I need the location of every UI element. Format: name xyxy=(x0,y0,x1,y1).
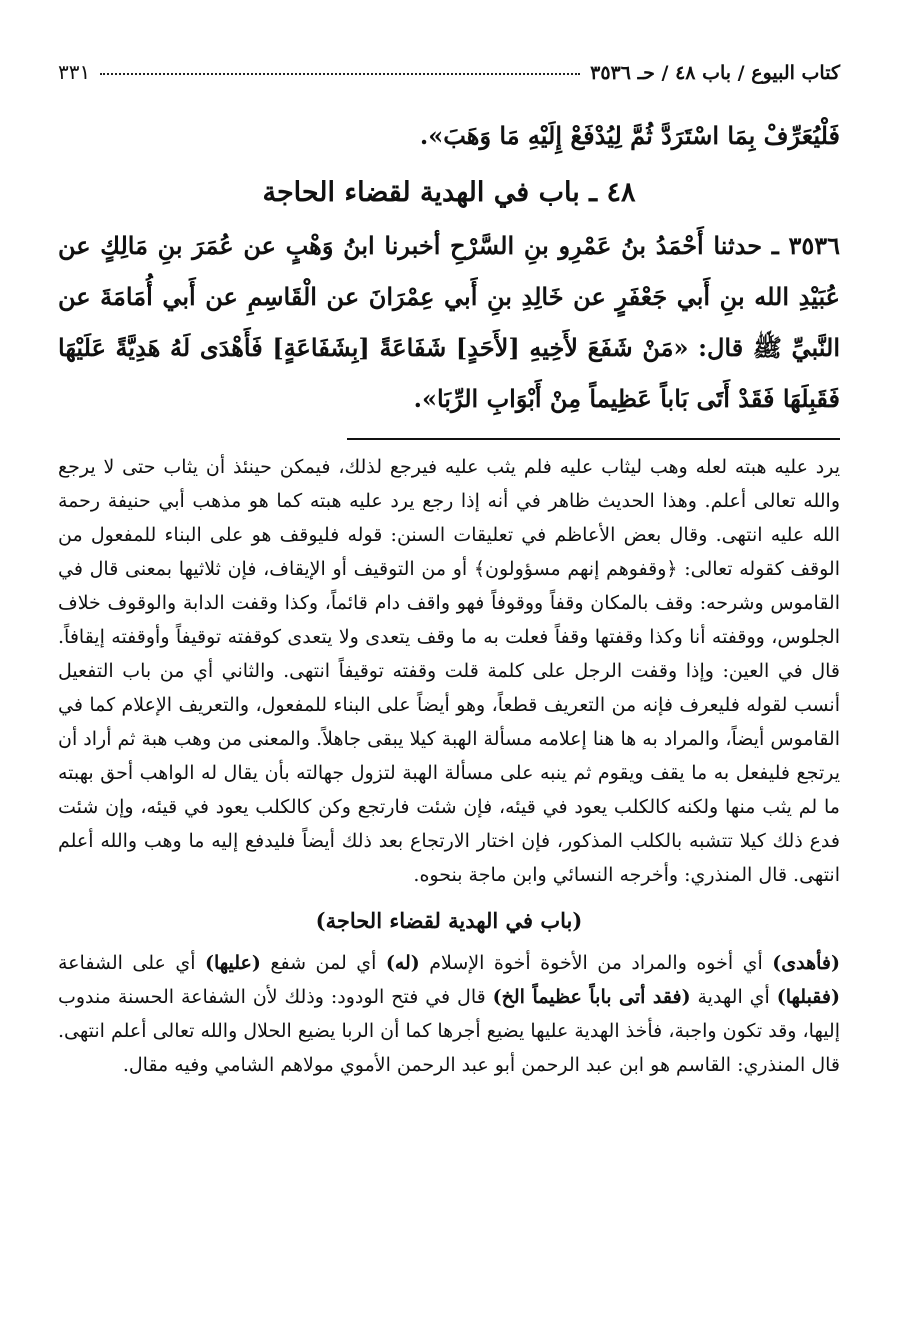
commentary-text: أي أخوه والمراد من الأخوة أخوة الإسلام xyxy=(419,952,773,974)
commentary-text: أي على الشفاعة xyxy=(58,952,205,974)
running-header xyxy=(58,60,840,94)
hadith-text xyxy=(58,220,840,424)
commentary-paragraph: يرد عليه هبته لعله وهب ليثاب عليه فلم يثب عليه فيرجع لذلك، فيمكن حينئذ أن يثاب حتى لا يرجع والله تعالى أعلم. وهذا الحديث ظاهر في أنه إذا رجع يرد عليه هبته كما هو مذهب أبي حنيفة رحمة الله عليه انتهى. وقال بعض الأعاظم في تعليقات السنن: قوله فليوقف هو على البناء للمفعول من الوقف كقوله تعالى: ﴿وقفوهم إنهم مسؤولون﴾ أو من التوقيف أو الإيقاف، فإن ثلاثيها بمعنى قال في القاموس وشرحه: وقف بالمكان وقفاً ووقوفاً فهو واقف دام قائماً، وكذا وقفت الدابة والوقوف خلاف الجلوس، ووقفته أنا وكذا وقفتها وقفاً فعلت به ما وقف يتعدى ولا يتعدى كوقفته توقيفاً وأوقفته إيقافاً. قال في العين: وإذا وقفت الرجل على كلمة قلت وقفته توقيفاً انتهى. والثاني أي من باب التفعيل أنسب لقوله فليعرف فإنه من التعريف قطعاً، وهو أيضاً على البناء للمفعول، والتعريف الإعلام كما في القاموس أيضاً، والمراد به ها هنا إعلامه مسألة الهبة كيلا يبقى جاهلاً. والمعنى من وهب هبة ثم أراد أن يرتجع فليفعل به ما يقف ويقوم ثم ينبه على مسألة الهبة لتزول جهالته بأن يقال له الواهب أحق بهبته ما لم يثب منها ولكنه كالكلب يعود في قيئه، فإن شئت فارتجع وكن كالكلب يعود في قيئه، وإن شئت فدع ذلك كيلا تتشبه بالكلب المذكور، فإن اختار الارتجاع بعد ذلك أيضاً فليدفع إليه ما وهب والله أعلم انتهى. قال المنذري: وأخرجه النسائي وابن ماجة بنحوه. xyxy=(58,456,840,886)
term-alayha: (عليها) xyxy=(205,952,261,974)
page-number: ٣٣١ xyxy=(58,60,91,84)
term-lahu: (له) xyxy=(385,952,420,974)
commentary-text: أي الهدية xyxy=(690,986,777,1008)
running-title: كتاب البيوع / باب ٤٨ / حـ ٣٥٣٦ xyxy=(590,62,840,84)
previous-hadith-tail: فَلْيُعَرِّفْ بِمَا اسْتَرَدَّ ثُمَّ لِيُدْفَعْ إِلَيْهِ مَا وَهَبَ». xyxy=(419,121,840,150)
footnote-divider xyxy=(347,438,840,440)
chapter-title: ٤٨ ـ باب في الهدية لقضاء الحاجة xyxy=(262,177,636,208)
dotted-leader xyxy=(100,73,580,75)
chapter-commentary xyxy=(58,946,840,1082)
book-page xyxy=(58,60,840,1323)
term-faqad-ata: (فقد أتى باباً عظيماً الخ) xyxy=(492,986,691,1008)
hadith-body: ـ حدثنا أَحْمَدُ بنُ عَمْرِو بنِ السَّرْحِ أخبرنا ابنُ وَهْبٍ عن عُمَرَ بنِ مَالِكٍ عن عُبَيْدِ الله بنِ أَبي جَعْفَرٍ عن خَالِدِ بنِ أَبي عِمْرَانَ عن الْقَاسِمِ عن أَبي أُمَامَةَ عن النَّبيِّ ﷺ قال: «مَنْ شَفَعَ لأَخِيهِ [لأَحَدٍ] شَفَاعَةً [بِشَفَاعَةٍ] فَأَهْدَى لَهُ هَدِيَّةً عَلَيْهَا فَقَبِلَهَا فَقَدْ أَتَى بَاباً عَظِيماً مِنْ أَبْوَابِ الرِّبَا». xyxy=(58,231,841,413)
term-faqabilaha: (فقبلها) xyxy=(776,986,840,1008)
commentary-text: قال في فتح الودود: وذلك لأن الشفاعة الحسنة مندوب إليها، وقد تكون واجبة، فأخذ الهدية عليها يضيع أجرها كما أن الربا يضيع الحلال والله تعالى أعلم انتهى. قال المنذري: القاسم هو ابن عبد الرحمن أبو عبد الرحمن الأموي مولاهم الشامي وفيه مقال. xyxy=(58,986,840,1076)
commentary-text: أي لمن شفع xyxy=(260,952,386,974)
commentary-chapter-title: (باب في الهدية لقضاء الحاجة) xyxy=(315,908,583,933)
hadith-number: ٣٥٣٦ xyxy=(788,231,840,260)
term-fahda: (فأهدى) xyxy=(772,952,840,974)
